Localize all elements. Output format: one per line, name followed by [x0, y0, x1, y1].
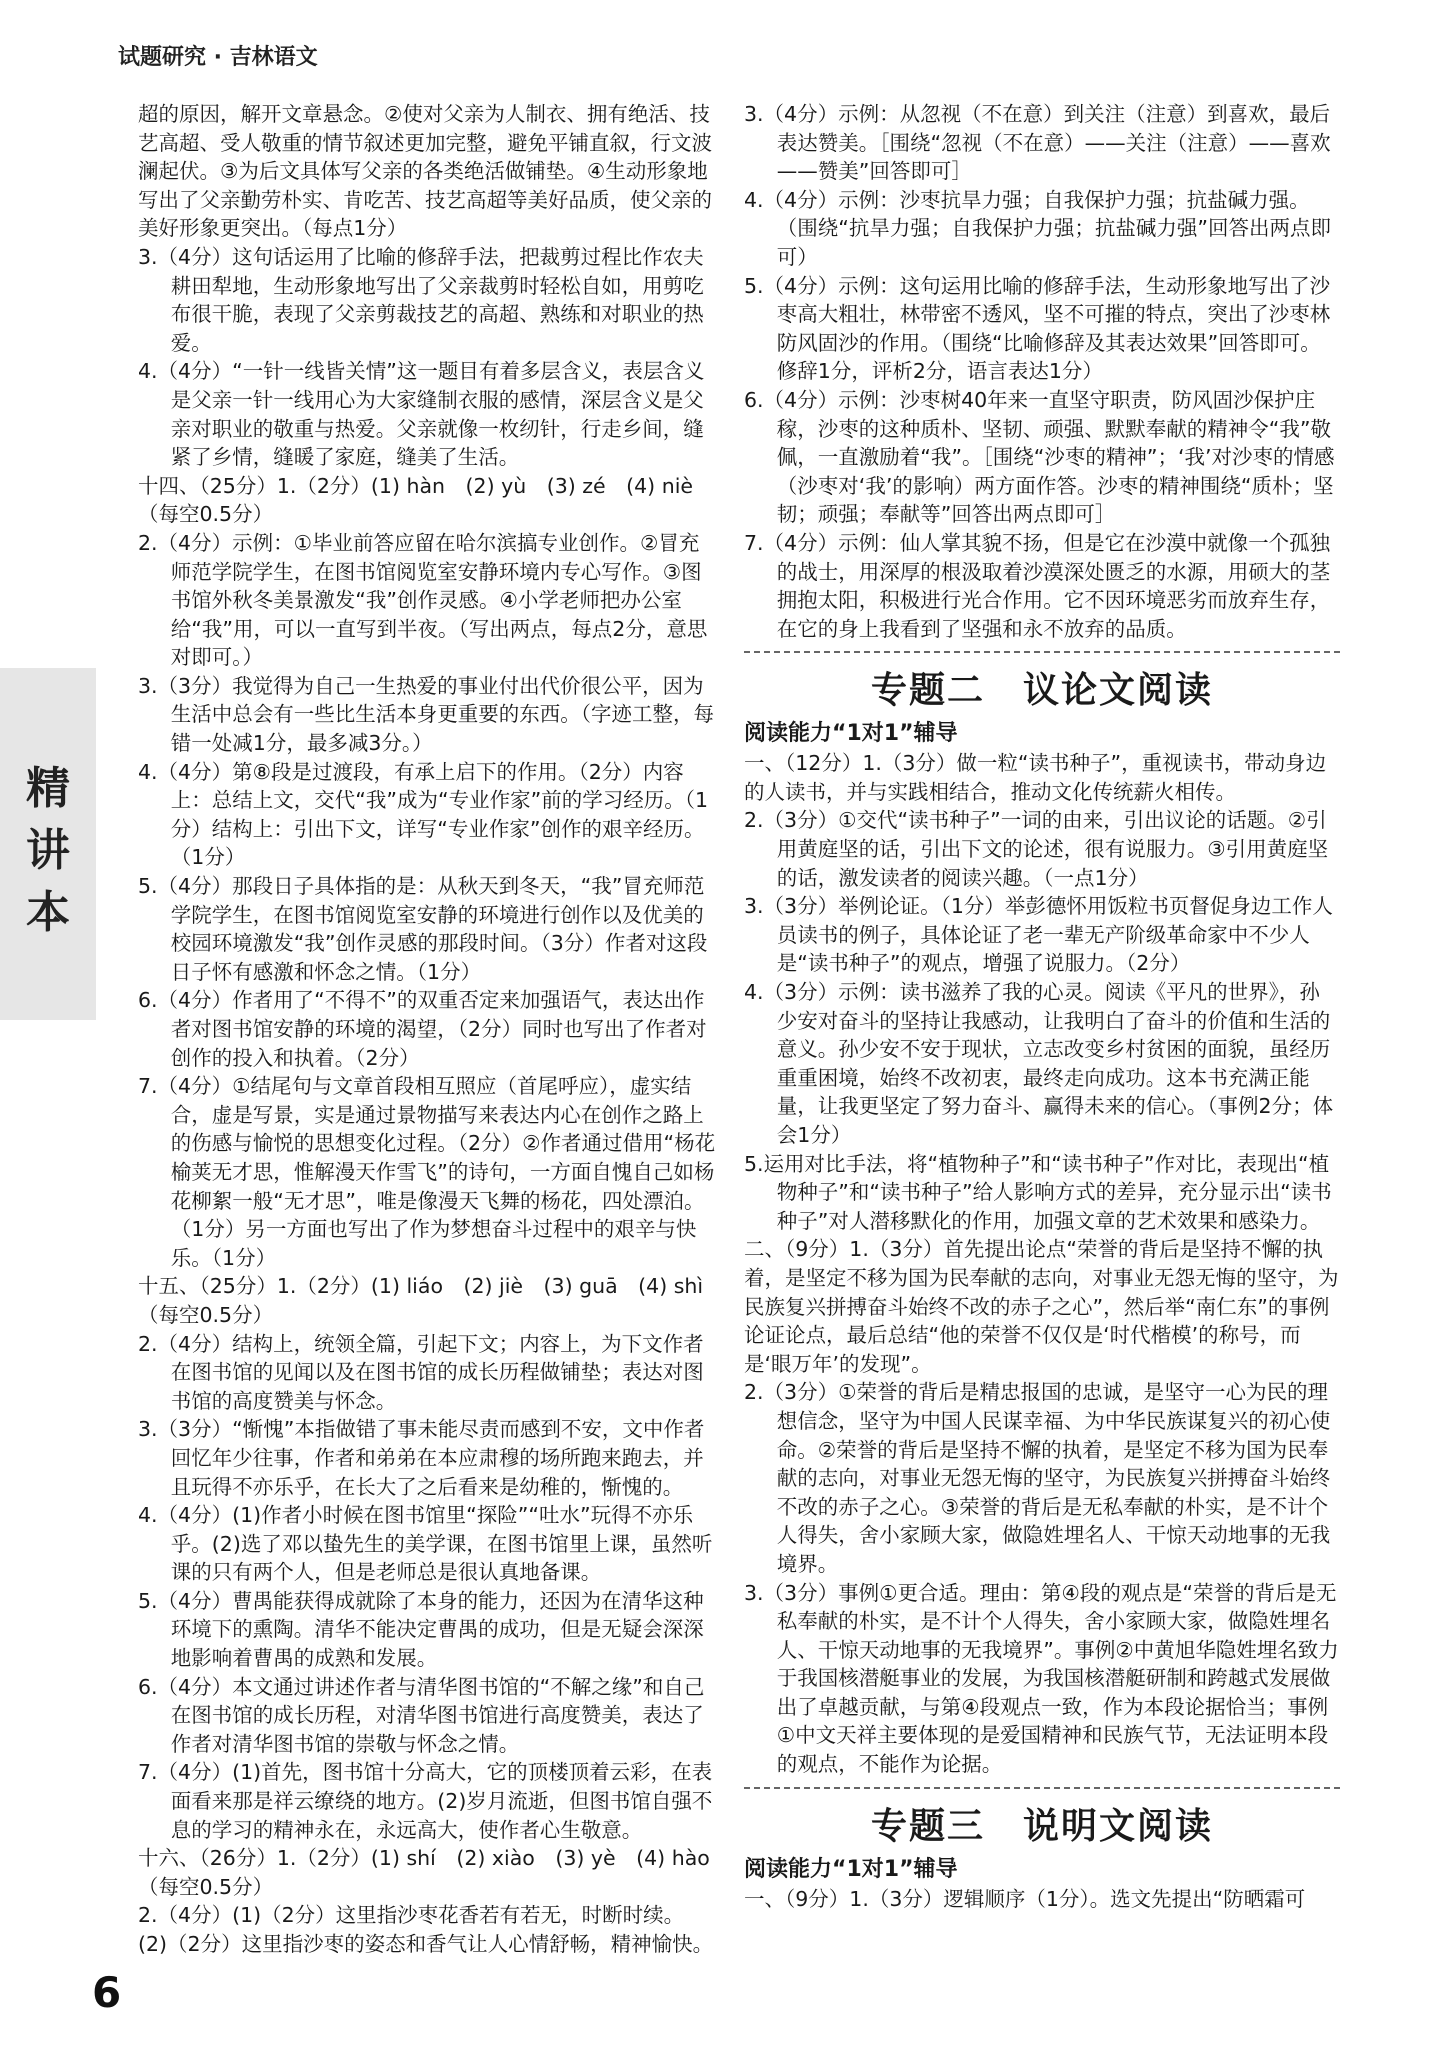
answer-item: 6.（4分）作者用了“不得不”的双重否定来加强语气，表达出作者对图书馆安静的环境的渴望，（2分）同时也写出了作者对创作的投入和执着。（2分） — [138, 988, 707, 1070]
answer-item: 2.（3分）①交代“读书种子”一词的由来，引出议论的话题。②引用黄庭坚的话，引出下文的论述，很有说服力。③引用黄庭坚的话，激发读者的阅读兴趣。（一点1分） — [744, 808, 1329, 890]
topic2-answers — [744, 749, 1340, 1778]
section-divider — [744, 1787, 1340, 1789]
answer-item: 6.（4分）本文通过讲述作者与清华图书馆的“不解之缘”和自己在图书馆的成长历程，对清华图书馆进行高度赞美，表达了作者对清华图书馆的崇敬与怀念之情。 — [138, 1674, 705, 1756]
answer-continuation: 超的原因，解开文章悬念。②使对父亲为人制衣、拥有绝活、技艺高超、受人敬重的情节叙述更加完整，避免平铺直叙，行文波澜起伏。③为后文具体写父亲的各类绝活做铺垫。④生动形象地写出了父亲勤劳朴实、肯吃苦、技艺高超等美好品质，使父亲的美好形象更突出。（每点1分） — [138, 102, 712, 241]
topic3-answers — [744, 1885, 1340, 1914]
left-column — [138, 100, 718, 1959]
section-divider — [744, 651, 1340, 653]
answer-item: 2.（4分）示例：①毕业前答应留在哈尔滨搞专业创作。②冒充师范学院学生，在图书馆阅览室安静环境内专心写作。③图书馆外秋冬美景激发“我”创作灵感。④小学老师把办公室给“我”用，可以一直写到半夜。（写出两点，每点2分，意思对即可。） — [138, 530, 708, 670]
topic-title: 专题三 说明文阅读 — [870, 1805, 1213, 1847]
answer-item: 4.（4分）第⑧段是过渡段，有承上启下的作用。（2分）内容上：总结上文，交代“我”成为“专业作家”前的学习经历。（1分）结构上：引出下文，详写“专业作家”创作的艰辛经历。（1分） — [138, 759, 709, 870]
question-section: 一、（9分）1.（3分）逻辑顺序（1分）。选文先提出“防晒霜可 — [744, 1886, 1306, 1911]
page-number: 6 — [92, 1968, 122, 2017]
side-tab — [0, 668, 96, 1020]
answer-item: 2.（4分）(1)（2分）这里指沙枣花香若有若无，时断时续。 — [138, 1903, 685, 1928]
answer-item: 2.（4分）结构上，统领全篇，引起下文；内容上，为下文作者在图书馆的见闻以及在图书馆的成长历程做铺垫；表达对图书馆的高度赞美与怀念。 — [138, 1331, 704, 1413]
answer-item: 4.（4分）“一针一线皆关情”这一题目有着多层含义，表层含义是父亲一针一线用心为大家缝制衣服的感情，深层含义是父亲对职业的敬重与热爱。父亲就像一枚纫针，行走乡间，缝紧了乡情，缝暖了家庭，缝美了生活。 — [138, 359, 705, 470]
question-section: 十六、（26分）1.（2分）(1) shí (2) xiào (3) yè (4) hào（每空0.5分） — [138, 1846, 710, 1899]
answer-item: 3.（3分）“惭愧”本指做错了事未能尽责而感到不安，文中作者回忆年少往事，作者和弟弟在本应肃穆的场所跑来跑去，并且玩得不亦乐乎，在长大了之后看来是幼稚的，惭愧的。 — [138, 1417, 705, 1499]
answer-item: 5.（4分）那段日子具体指的是：从秋天到冬天，“我”冒充师范学院学生，在图书馆阅览室安静的环境进行创作以及优美的校园环境激发“我”创作灵感的那段时间。（3分）作者对这段日子怀有感激和怀念之情。（1分） — [138, 874, 708, 984]
answer-item: 5.（4分）示例：这句运用比喻的修辞手法，生动形象地写出了沙枣高大粗壮，林带密不透风，坚不可摧的特点，突出了沙枣林防风固沙的作用。（围绕“比喻修辞及其表达效果”回答即可。修辞1分，评析2分，语言表达1分） — [744, 273, 1331, 384]
answer-item: 7.（4分）示例：仙人掌其貌不扬，但是它在沙漠中就像一个孤独的战士，用深厚的根汲取着沙漠深处匮乏的水源，用硕大的茎拥抱太阳，积极进行光合作用。它不因环境恶劣而放弃生存，在它的身上我看到了坚强和永不放弃的品质。 — [744, 530, 1331, 641]
answer-item: 6.（4分）示例：沙枣树40年来一直坚守职责，防风固沙保护庄稼，沙枣的这种质朴、坚韧、顽强、默默奉献的精神令“我”敬佩，一直激励着“我”。［围绕“沙枣的精神”；‘我’对沙枣的情感（沙枣对‘我’的影响）两方面作答。沙枣的精神围绕“质朴；坚韧；顽强；奉献等”回答出两点即可］ — [744, 387, 1335, 527]
answer-item: 3.（3分）我觉得为自己一生热爱的事业付出代价很公平，因为生活中总会有一些比生活本身更重要的东西。（字迹工整，每错一处减1分，最多减3分。） — [138, 673, 715, 756]
answer-continuation: (2)（2分）这里指沙枣的姿态和香气让人心情舒畅，精神愉快。 — [138, 1932, 714, 1956]
answer-item: 4.（4分）(1)作者小时候在图书馆里“探险”“吐水”玩得不亦乐乎。(2)选了邓以蛰先生的美学课，在图书馆里上课，虽然听课的只有两个人，但是老师总是很认真地备课。 — [138, 1503, 713, 1585]
answer-item: 4.（3分）示例：读书滋养了我的心灵。阅读《平凡的世界》，孙少安对奋斗的坚持让我感动，让我明白了奋斗的价值和生活的意义。孙少安不安于现状，立志改变乡村贫困的面貌，虽经历重重困境，始终不改初衷，最终走向成功。这本书充满正能量，让我更坚定了努力奋斗、赢得未来的信心。（事例2分；体会1分） — [744, 980, 1334, 1147]
question-section: 十四、（25分）1.（2分）(1) hàn (2) yù (3) zé (4) niè（每空0.5分） — [138, 473, 694, 527]
answer-item: 3.（4分）这句话运用了比喻的修辞手法，把裁剪过程比作农夫耕田犁地，生动形象地写出了父亲裁剪时轻松自如，用剪吃布很干脆，表现了父亲剪裁技艺的高超、熟练和对职业的热爱。 — [138, 244, 704, 355]
answer-item: 7.（4分）①结尾句与文章首段相互照应（首尾呼应），虚实结合，虚是写景，实是通过景物描写来表达内心在创作之路上的伤感与愉悦的思想变化过程。（2分）②作者通过借用“杨花榆荚无才思，惟解漫天作雪飞”的诗句，一方面自愧自己如杨花柳絮一般“无才思”，唯是像漫天飞舞的杨花，四处漂泊。（1分）另一方面也写出了作为梦想奋斗过程中的艰辛与快乐。（1分） — [138, 1074, 716, 1270]
side-tab-label: 精讲本 — [26, 763, 70, 938]
answer-item: 3.（3分）举例论证。（1分）举彭德怀用饭粒书页督促身边工作人员读书的例子，具体论证了老一辈无产阶级革命家中不少人是“读书种子”的观点，增强了说服力。（2分） — [744, 894, 1333, 976]
answer-item: 4.（4分）示例：沙枣抗旱力强；自我保护力强；抗盐碱力强。（围绕“抗旱力强；自我保护力强；抗盐碱力强”回答出两点即可） — [744, 187, 1332, 269]
answer-item: 3.（3分）事例①更合适。理由：第④段的观点是“荣誉的背后是无私奉献的朴实，是不计个人得失，舍小家顾大家，做隐姓埋名人、干惊天动地事的无我境界”。事例②中黄旭华隐姓埋名致力于我国核潜艇事业的发展，为我国核潜艇研制和跨越式发展做出了卓越贡献，与第④段观点一致，作为本段论据恰当；事例①中文天祥主要体现的是爱国精神和民族气节，无法证明本段的观点，不能作为论据。 — [744, 1580, 1339, 1777]
topic-title: 专题二 议论文阅读 — [870, 670, 1213, 712]
section-subhead: 阅读能力“1对1”辅导 — [744, 721, 958, 747]
section-subhead: 阅读能力“1对1”辅导 — [744, 1856, 958, 1882]
question-section: 一、（12分）1.（3分）做一粒“读书种子”，重视读书，带动身边的人读书，并与实践相结合，推动文化传统薪火相传。 — [744, 751, 1327, 804]
question-section: 十五、（25分）1.（2分）(1) liáo (2) jiè (3) guā (4) shì（每空0.5分） — [138, 1274, 704, 1327]
answer-item: 2.（3分）①荣誉的背后是精忠报国的忠诚，是坚守一心为民的理想信念，坚守为中国人民谋幸福、为中华民族谋复兴的初心使命。②荣誉的背后是坚持不懈的执着，是坚定不移为国为民奉献的志向，对事业无怨无悔的坚守，为民族复兴拼搏奋斗始终不改的赤子之心。③荣誉的背后是无私奉献的朴实，是不计个人得失，舍小家顾大家，做隐姓埋名人、干惊天动地事的无我境界。 — [744, 1380, 1331, 1576]
question-section: 二、（9分）1.（3分）首先提出论点“荣誉的背后是坚持不懈的执着，是坚定不移为国为民奉献的志向，对事业无怨无悔的坚守，为民族复兴拼搏奋斗始终不改的赤子之心”，然后举“南仁东”的事例论证论点，最后总结“他的荣誉不仅仅是‘时代楷模’的称号，而是‘眼万年’的发现”。 — [744, 1237, 1339, 1376]
page-header-title: 试题研究 · 吉林语文 — [118, 45, 318, 70]
right-column — [744, 100, 1340, 1913]
answer-item: 5.（4分）曹禺能获得成就除了本身的能力，还因为在清华这种环境下的熏陶。清华不能决定曹禺的成功，但是无疑会深深地影响着曹禺的成熟和发展。 — [138, 1588, 704, 1671]
answer-item: 3.（4分）示例：从忽视（不在意）到关注（注意）到喜欢，最后表达赞美。［围绕“忽视（不在意）——关注（注意）——喜欢——赞美”回答即可］ — [744, 102, 1331, 184]
answer-item: 7.（4分）(1)首先，图书馆十分高大，它的顶楼顶着云彩，在表面看来那是祥云缭绕的地方。(2)岁月流逝，但图书馆自强不息的学习的精神永在，永远高大，使作者心生敬意。 — [138, 1760, 713, 1842]
answer-item: 5.运用对比手法，将“植物种子”和“读书种子”作对比，表现出“植物种子”和“读书种子”给人影响方式的差异，充分显示出“读书种子”对人潜移默化的作用，加强文章的艺术效果和感染力。 — [744, 1151, 1332, 1233]
right-column-answers — [744, 100, 1340, 643]
